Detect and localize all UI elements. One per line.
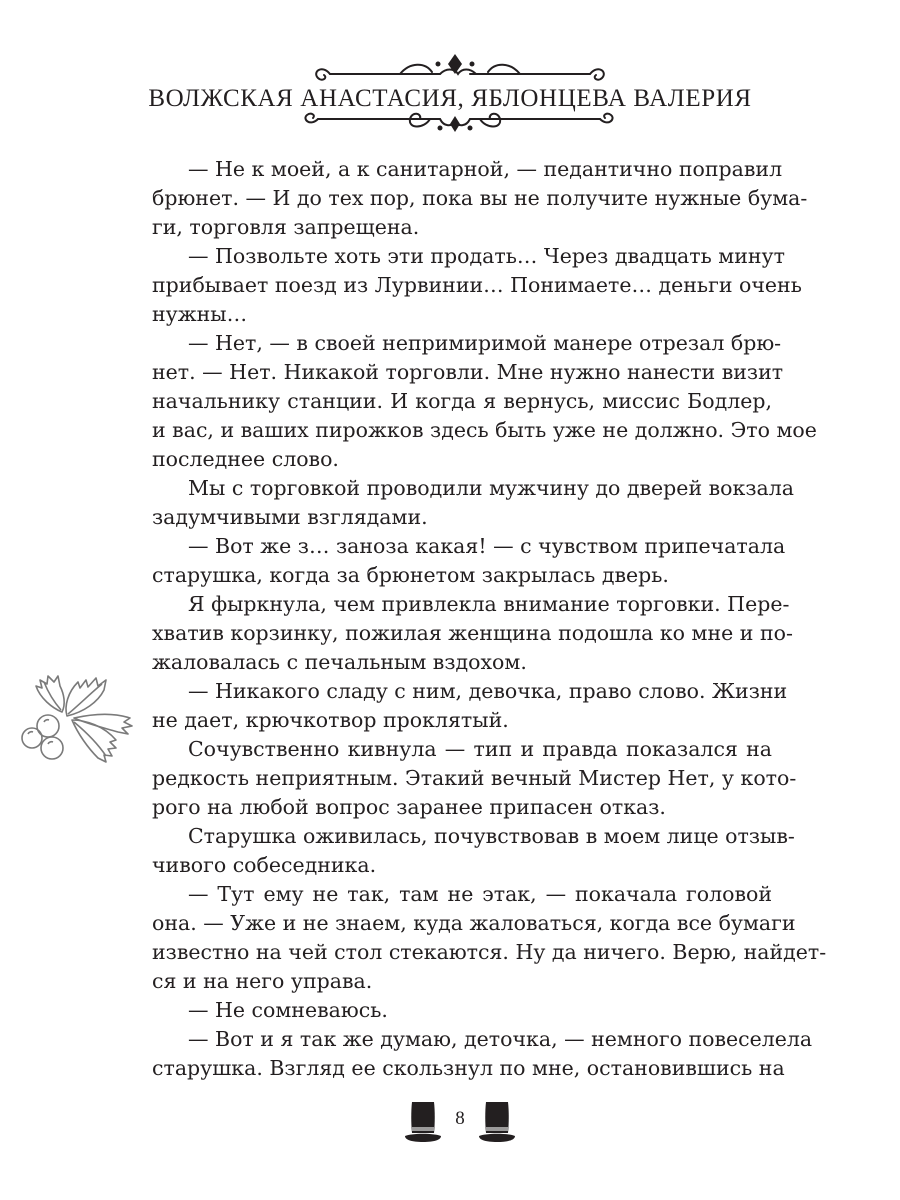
text-line: ги, торговля запрещена. <box>152 215 420 239</box>
text-line: ся и на него управа. <box>152 969 373 993</box>
text-line: не дает, крючкотвор проклятый. <box>152 708 509 732</box>
text-line: рого на любой вопрос заранее припасен отказ. <box>152 795 666 819</box>
text-line: и вас, и ваших пирожков здесь быть уже не должно. Это мое <box>152 418 817 442</box>
top-hat-icon <box>478 1100 516 1144</box>
text-line: начальнику станции. И когда я вернусь, миссис Бодлер, <box>152 389 772 413</box>
text-line: — Вот же з… заноза какая! — с чувством припечатала <box>188 534 786 558</box>
text-line: последнее слово. <box>152 447 339 471</box>
body-text <box>152 155 827 1083</box>
text-line: прибывает поезд из Лурвинии… Понимаете… деньги очень <box>152 273 802 297</box>
text-line: нужны… <box>152 302 248 326</box>
text-line: жаловалась с печальным вздохом. <box>152 650 527 674</box>
text-line: хватив корзинку, пожилая женщина подошла ко мне и по- <box>152 621 793 645</box>
text-line: — Нет, — в своей непримиримой манере отрезал брю- <box>188 331 782 355</box>
holly-berries-icon <box>12 668 142 768</box>
text-line: нет. — Нет. Никакой торговли. Мне нужно нанести визит <box>152 360 784 384</box>
text-line: Я фыркнула, чем привлекла внимание торговки. Пере- <box>188 592 790 616</box>
text-line: известно на чей стол стекаются. Ну да ничего. Верю, найдет- <box>152 940 827 964</box>
text-line: — Вот и я так же думаю, деточка, — немного повеселела <box>188 1027 813 1051</box>
text-line: старушка, когда за брюнетом закрылась дверь. <box>152 563 669 587</box>
text-line: Старушка оживилась, почувствовав в моем лице отзыв- <box>188 824 795 848</box>
text-line: — Никакого сладу с ним, девочка, право слово. Жизни <box>188 679 788 703</box>
page-number: 8 <box>455 1108 465 1129</box>
text-line: — Не к моей, а к санитарной, — педантично поправил <box>188 157 783 181</box>
text-line: Сочувственно кивнула — тип и правда показался на <box>188 737 772 761</box>
text-line: она. — Уже и не знаем, куда жаловаться, когда все бумаги <box>152 911 796 935</box>
text-line: старушка. Взгляд ее скользнул по мне, остановившись на <box>152 1056 785 1080</box>
text-line: — Позвольте хоть эти продать… Через двадцать минут <box>188 244 785 268</box>
running-header <box>0 44 900 144</box>
page-footer <box>404 1100 516 1146</box>
text-line: — Не сомневаюсь. <box>188 998 388 1022</box>
text-line: задумчивыми взглядами. <box>152 505 428 529</box>
text-line: чивого собеседника. <box>152 853 377 877</box>
text-line: брюнет. — И до тех пор, пока вы не получите нужные бума- <box>152 186 808 210</box>
text-line: — Тут ему не так, там не этак, — покачала головой <box>188 882 772 906</box>
book-authors-title: ВОЛЖСКАЯ АНАСТАСИЯ, ЯБЛОНЦЕВА ВАЛЕРИЯ <box>148 85 752 112</box>
text-line: Мы с торговкой проводили мужчину до дверей вокзала <box>188 476 794 500</box>
text-line: редкость неприятным. Этакий вечный Мистер Нет, у кото- <box>152 766 797 790</box>
top-hat-icon <box>404 1100 442 1144</box>
